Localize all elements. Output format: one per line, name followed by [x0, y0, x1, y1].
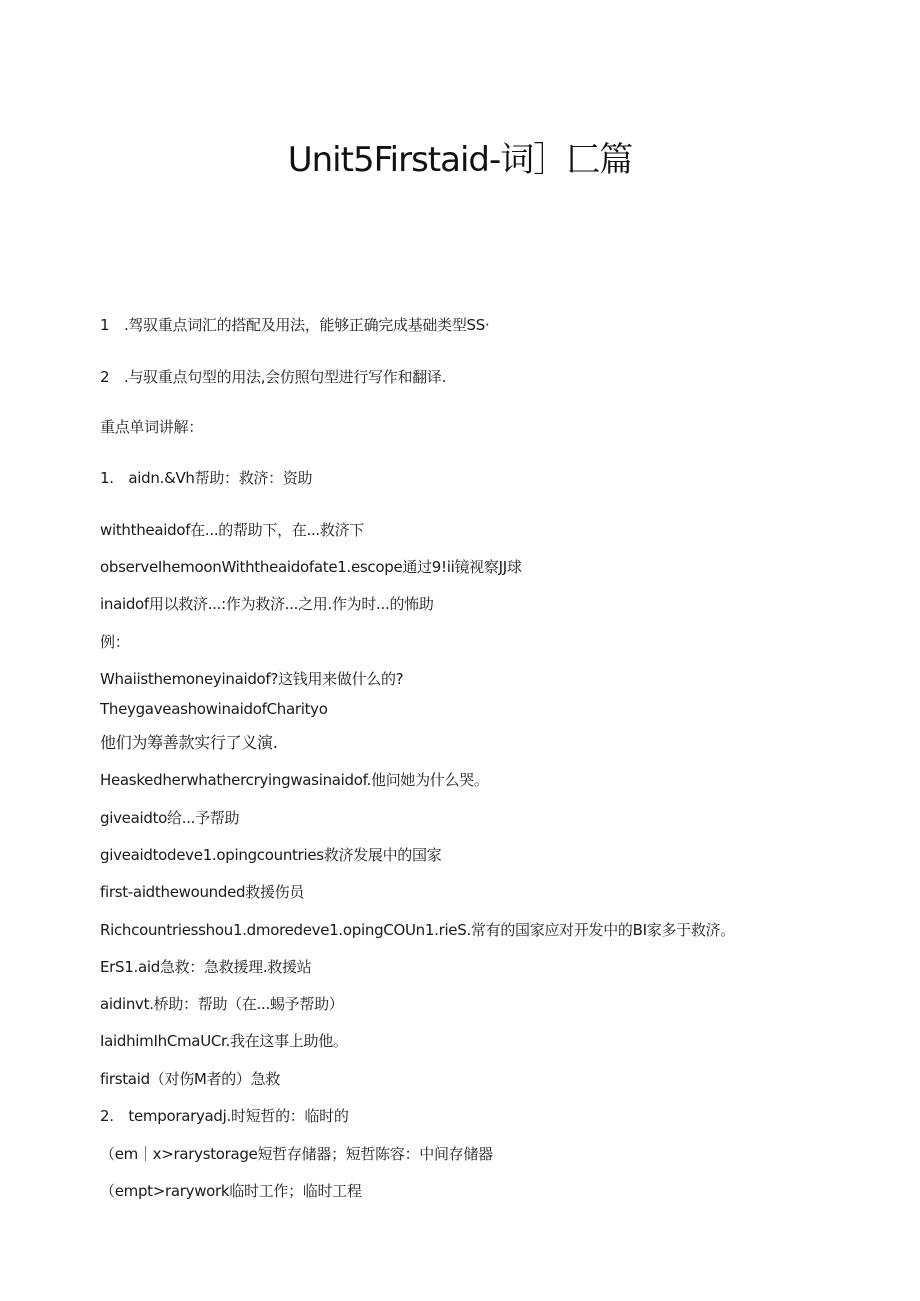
phrase-line: aidinvt.桥助：帮助（在...蜴予帮助）: [100, 995, 344, 1013]
example-line: Whaiisthemoneyinaidof?这钱用来做什么的?: [100, 670, 404, 688]
phrase-line: giveaidto给...予帮助: [100, 809, 240, 827]
example-line: TheygaveashowinaidofCharityo: [100, 700, 328, 718]
example-line: 他们为筹善款实行了义演.: [100, 733, 278, 752]
phrase-line: withtheaidof在...的帮助下，在...救济下: [100, 521, 364, 539]
example-line: Richcountriesshou1.dmoredeve1.opingCOUn1.rieS.常有的国家应对开发中的BI家多于救济。: [100, 921, 735, 939]
phrase-line: （em｜x>rarystorage短哲存储器；短哲陈容：中间存储器: [100, 1145, 493, 1163]
word-entry-aid: 1. aidn.&Vh帮助：救济：资助: [100, 469, 313, 487]
example-label: 例：: [100, 633, 130, 651]
word-entry-temporary: 2. temporaryadj.时短哲的：临时的: [100, 1107, 349, 1125]
phrase-line: ErS1.aid急救：急救援理.救援站: [100, 958, 312, 976]
phrase-line: （empt>rarywork临时工作；临时工程: [100, 1182, 362, 1200]
objective-1: 1 .驾驭重点词汇的搭配及用法，能够正确完成基础类型SS·: [100, 316, 490, 334]
phrase-line: observeIhemoonWiththeaidofate1.escope通过9!ii镜视察JJ球: [100, 558, 522, 576]
phrase-line: inaidof用以救济...:作为救济...之用.作为时...的怖助: [100, 595, 434, 613]
objective-2: 2 .与驭重点句型的用法,会仿照句型进行写作和翻译.: [100, 368, 447, 386]
section-heading: 重点单词讲解：: [100, 418, 203, 436]
phrase-line: giveaidtodeve1.opingcountries救济发展中的国家: [100, 846, 442, 864]
example-line: IaidhimIhCmaUCr.我在这事上助他。: [100, 1032, 348, 1050]
page-title: Unit5Firstaid-词］匚篇: [287, 140, 633, 180]
example-line: Heaskedherwhathercryingwasinaidof.他问她为什么哭。: [100, 771, 489, 789]
phrase-line: first-aidthewounded救援伤员: [100, 883, 305, 901]
phrase-line: firstaid（对伤M者的）急救: [100, 1070, 281, 1088]
